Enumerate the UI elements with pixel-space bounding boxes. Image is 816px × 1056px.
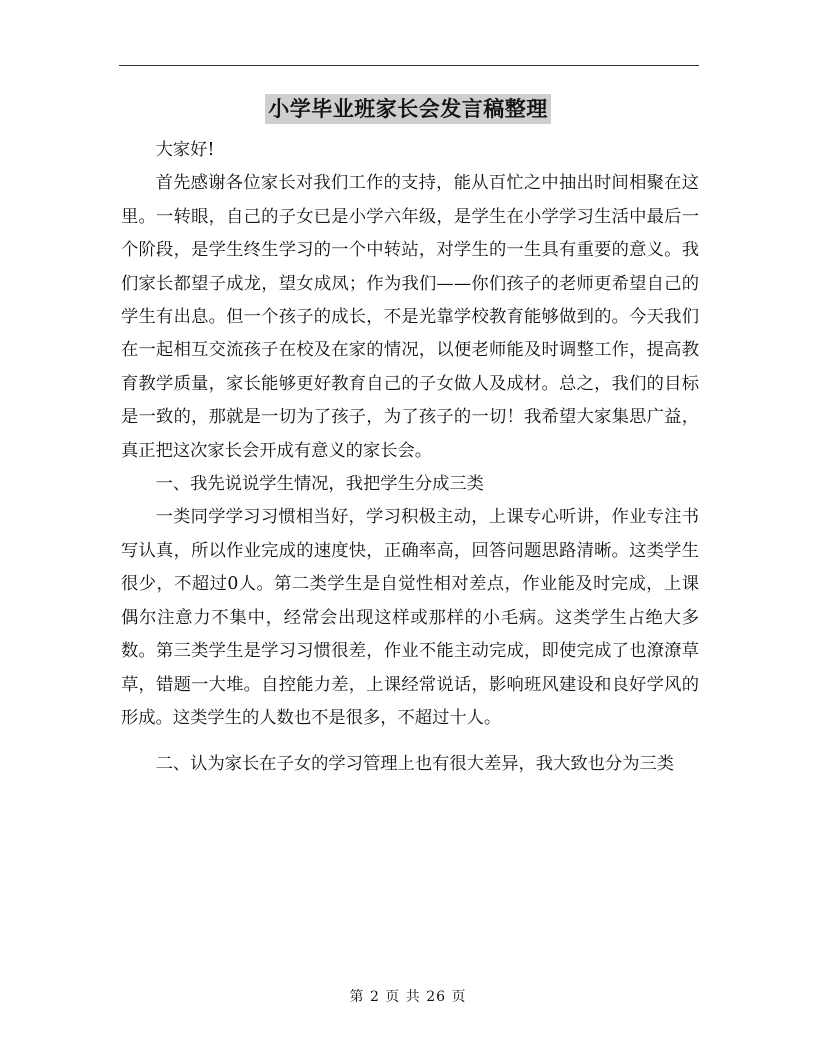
greeting-paragraph: 大家好! (155, 140, 215, 160)
student-categories-paragraph: 一类同学学习习惯相当好，学习积极主动，上课专心听讲，作业专注书写认真，所以作业完成的速度快，正确率高，回答问题思路清晰。这类学生很少，不超过0人。第二类学生是自觉性相对差点，作业能及时完成，上课偶尔注意力不集中，经常会出现这样或那样的小毛病。这类学生占绝大多数。第三类学生是学习习惯很差，作业不能主动完成，即使完成了也潦潦草草，错题一大堆。自控能力差，上课经常说话，影响班风建设和良好学风的形成。这类学生的人数也不是很多，不超过十人。 (121, 507, 699, 728)
header-rule (119, 65, 699, 66)
section-one-heading: 一、我先说说学生情况，我把学生分成三类 (155, 474, 484, 495)
intro-paragraph: 首先感谢各位家长对我们工作的支持，能从百忙之中抽出时间相聚在这里。一转眼，自己的子女已是小学六年级，是学生在小学学习生活中最后一个阶段，是学生终生学习的一个中转站，对学生的一生具有重要的意义。我们家长都望子成龙，望女成凤；作为我们——你们孩子的老师更希望自己的学生有出息。但一个孩子的成长，不是光靠学校教育能够做到的。今天我们在一起相互交流孩子在校及在家的情况，以便老师能及时调整工作，提高教育教学质量，家长能够更好教育自己的子女做人及成材。总之，我们的目标是一致的，那就是一切为了孩子，为了孩子的一切！我希望大家集思广益，真正把这次家长会开成有意义的家长会。 (121, 173, 699, 461)
document-body (121, 134, 699, 782)
section-two-heading: 二、认为家长在子女的学习管理上也有很大差异，我大致也分为三类 (155, 754, 675, 775)
title-container (0, 94, 816, 124)
document-title: 小学毕业班家长会发言稿整理 (265, 94, 551, 124)
page-footer: 第 2 页 共 26 页 (349, 989, 467, 1005)
